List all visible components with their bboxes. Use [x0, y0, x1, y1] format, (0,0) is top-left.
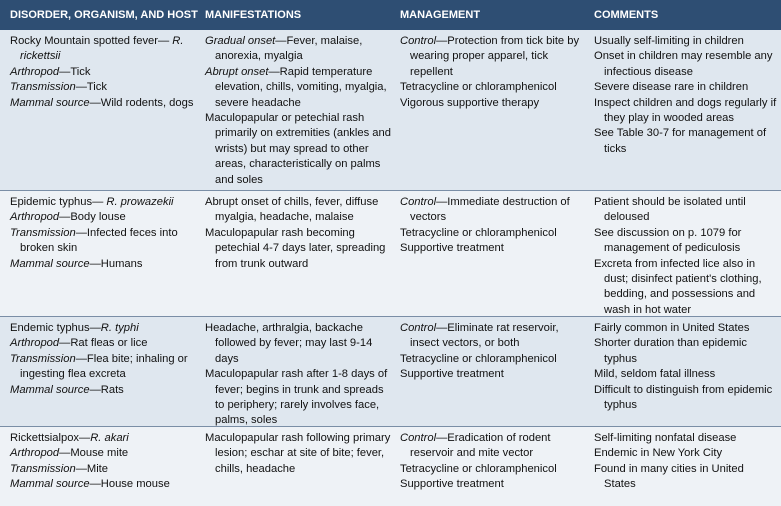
disorder-cell	[10, 321, 200, 398]
mammal-value: —Humans	[89, 257, 143, 270]
comment-text: Severe disease rare in children	[594, 81, 749, 94]
management-cell	[400, 321, 590, 383]
table-row	[0, 317, 781, 426]
manifestation-lead: Abrupt onset	[205, 65, 269, 78]
table-header	[0, 0, 781, 30]
management-text: Tetracycline or chloramphenicol	[400, 81, 557, 94]
comments-cell	[594, 34, 778, 157]
management-lead: Control	[400, 322, 437, 334]
arthropod-value: —Body louse	[59, 211, 126, 224]
header-comments: COMMENTS	[594, 9, 659, 21]
mammal-label: Mammal source	[10, 96, 90, 109]
management-cell	[400, 34, 590, 111]
manifestation-text: Maculopapular rash becoming petechial 4-7 days later, spreading from trunk outward	[205, 226, 386, 270]
transmission-value: —Mite	[75, 462, 109, 475]
transmission-label: Transmission	[10, 462, 76, 475]
disorder-cell	[10, 431, 200, 493]
comment-text: Found in many cities in United States	[594, 462, 744, 491]
transmission-label: Transmission	[10, 352, 76, 365]
manifestation-text: Maculopapular or petechial rash primarily on extremities (ankles and wrists) but may spread to other areas, characteristically on palms and soles	[205, 112, 391, 186]
comment-text: Endemic in New York City	[594, 447, 723, 460]
manifestations-cell	[205, 195, 395, 272]
mammal-label: Mammal source	[10, 383, 90, 396]
comment-text: Difficult to distinguish from epidemic typhus	[594, 383, 773, 412]
organism-name: R. rickettsii	[20, 35, 184, 63]
organism-name: R. prowazekii	[106, 196, 174, 208]
arthropod-label: Arthropod	[10, 211, 60, 224]
comment-text: Inspect children and dogs regularly if they play in wooded areas	[594, 96, 777, 125]
comment-text: Onset in children may resemble any infectious disease	[594, 50, 773, 78]
header-manifestations: MANIFESTATIONS	[205, 9, 302, 21]
comments-cell	[594, 321, 778, 413]
manifestations-cell	[205, 431, 395, 477]
comment-text: Mild, seldom fatal illness	[594, 368, 716, 381]
management-text: —Immediate destruction of vectors	[410, 196, 570, 224]
comment-text: Excreta from infected lice also in dust; disinfect patient's clothing, bedding, and possessions and wash in hot water	[594, 257, 762, 316]
comments-cell	[594, 431, 778, 493]
management-lead: Control	[400, 432, 437, 444]
manifestation-lead: Gradual onset	[205, 35, 276, 47]
transmission-value: —Flea bite; inhaling or ingesting flea excreta	[20, 352, 188, 381]
arthropod-value: —Rat fleas or lice	[59, 337, 148, 350]
management-text: Tetracycline or chloramphenicol	[400, 226, 557, 239]
arthropod-label: Arthropod	[10, 65, 60, 78]
comment-text: Usually self-limiting in children	[594, 35, 744, 47]
management-text: —Protection from tick bite by wearing proper apparel, tick repellent	[410, 35, 580, 78]
disorder-cell	[10, 195, 200, 272]
management-text: —Eliminate rat reservoir, insect vectors, or both	[410, 322, 559, 350]
comment-text: See Table 30-7 for management of ticks	[594, 127, 767, 155]
mammal-value: —Rats	[89, 383, 124, 396]
mammal-label: Mammal source	[10, 478, 90, 491]
mammal-value: —Wild rodents, dogs	[89, 96, 194, 109]
management-lead: Control	[400, 196, 437, 208]
manifestation-text: —Rapid temperature elevation, chills, vomiting, myalgia, severe headache	[215, 65, 387, 109]
management-lead: Control	[400, 35, 437, 47]
comment-text: Shorter duration than epidemic typhus	[594, 337, 747, 365]
management-text: Supportive treatment	[400, 368, 504, 381]
table-row	[0, 427, 781, 506]
comment-text: Patient should be isolated until deloused	[594, 196, 746, 224]
table-row	[0, 30, 781, 190]
management-text: Supportive treatment	[400, 478, 504, 491]
manifestation-text: Abrupt onset of chills, fever, diffuse myalgia, headache, malaise	[205, 196, 379, 224]
organism-name: R. akari	[90, 432, 129, 444]
arthropod-value: —Mouse mite	[59, 447, 129, 460]
management-cell	[400, 195, 590, 257]
disorder-name: Rocky Mountain spotted fever—	[10, 35, 170, 47]
management-text: Supportive treatment	[400, 242, 504, 255]
transmission-label: Transmission	[10, 81, 76, 94]
mammal-value: —House mouse	[89, 478, 170, 491]
management-text: Vigorous supportive therapy	[400, 96, 540, 109]
manifestation-text: Maculopapular rash following primary lesion; eschar at site of bite; fever, chills, headache	[205, 432, 391, 475]
manifestation-text: Maculopapular rash after 1-8 days of fever; begins in trunk and spreads to periphery; rarely involves face, palms, soles	[205, 368, 388, 427]
management-text: Tetracycline or chloramphenicol	[400, 462, 557, 475]
arthropod-value: —Tick	[59, 65, 91, 78]
manifestations-cell	[205, 34, 395, 188]
disorder-name: Epidemic typhus—	[10, 196, 107, 208]
transmission-label: Transmission	[10, 226, 76, 239]
disorder-name: Endemic typhus—	[10, 322, 101, 334]
table-row	[0, 191, 781, 316]
arthropod-label: Arthropod	[10, 447, 60, 460]
transmission-value: —Tick	[75, 81, 107, 94]
arthropod-label: Arthropod	[10, 337, 60, 350]
manifestation-text: Headache, arthralgia, backache followed by fever; may last 9-14 days	[205, 322, 373, 365]
comment-text: See discussion on p. 1079 for management of pediculosis	[594, 226, 742, 255]
transmission-value: —Infected feces into broken skin	[20, 226, 178, 255]
management-text: —Eradication of rodent reservoir and mite vector	[410, 432, 551, 460]
comment-text: Self-limiting nonfatal disease	[594, 432, 737, 444]
header-disorder: DISORDER, ORGANISM, AND HOST	[10, 9, 198, 21]
comment-text: Fairly common in United States	[594, 322, 750, 334]
disorder-cell	[10, 34, 200, 111]
organism-name: R. typhi	[100, 322, 139, 334]
management-cell	[400, 431, 590, 493]
header-management: MANAGEMENT	[400, 9, 481, 21]
comments-cell	[594, 195, 778, 318]
manifestations-cell	[205, 321, 395, 429]
management-text: Tetracycline or chloramphenicol	[400, 352, 557, 365]
disorder-name: Rickettsialpox—	[10, 432, 91, 444]
manifestation-text: —Fever, malaise, anorexia, myalgia	[215, 35, 363, 63]
mammal-label: Mammal source	[10, 257, 90, 270]
